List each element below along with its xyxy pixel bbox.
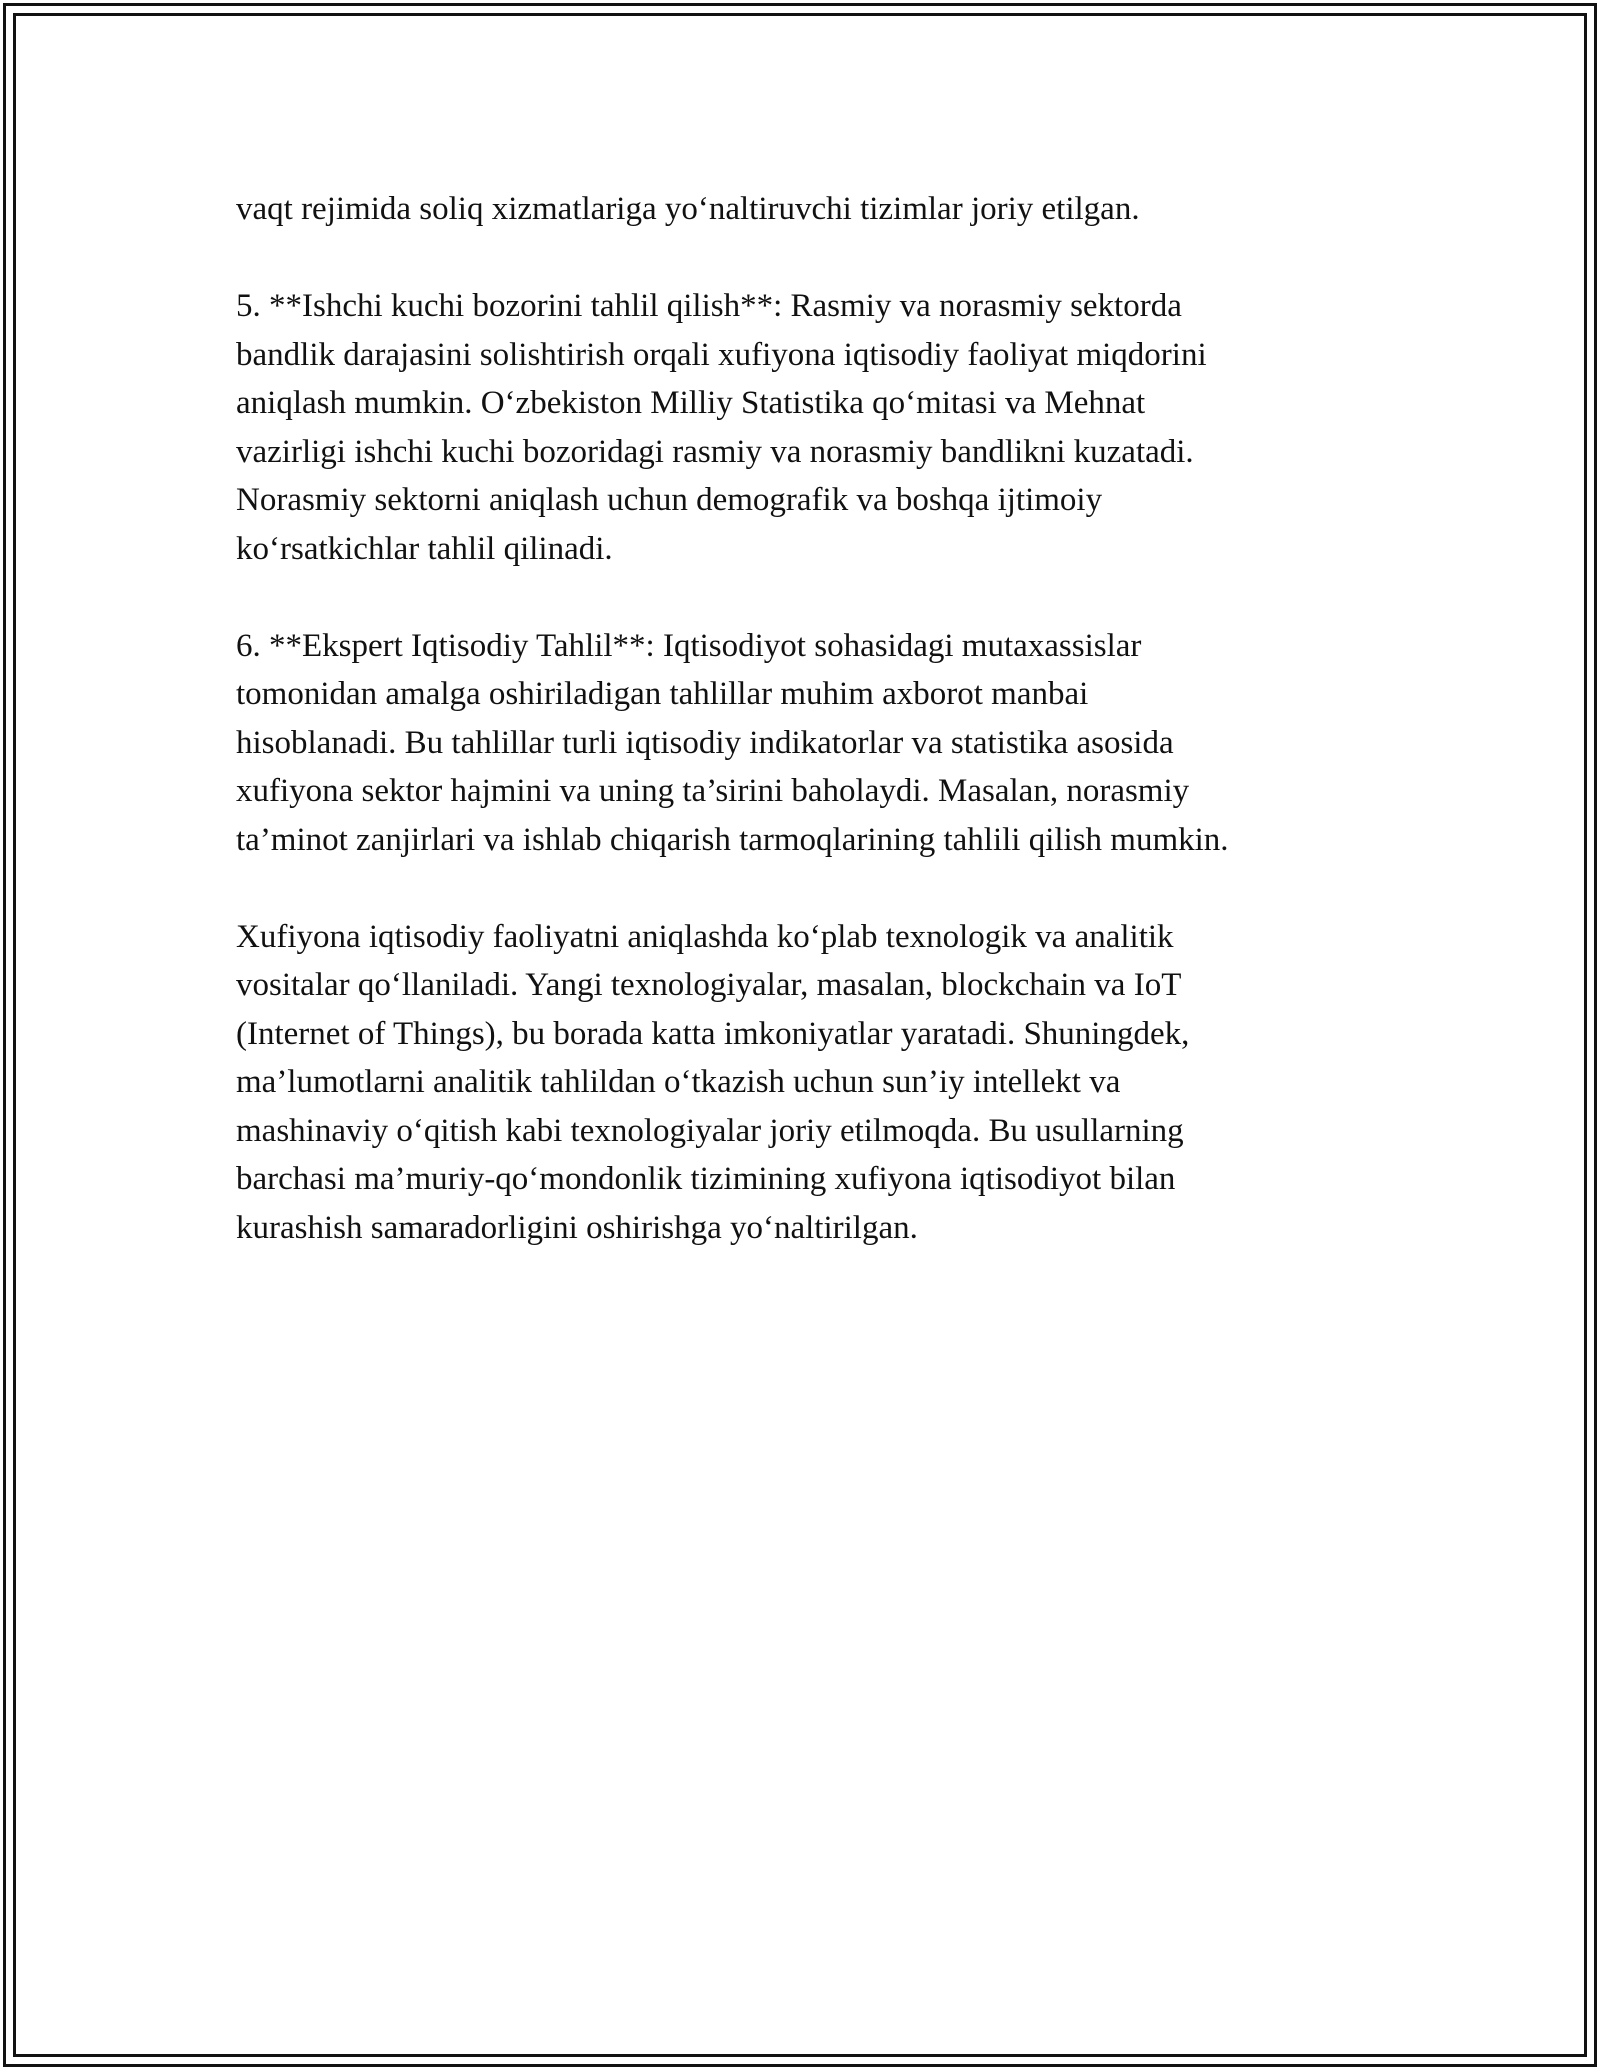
paragraph-labor-market bbox=[236, 282, 1416, 573]
text-line: barchasi ma’muriy-qo‘mondonlik tizimining xufiyona iqtisodiyot bilan bbox=[236, 1161, 1176, 1197]
text-line: ko‘rsatkichlar tahlil qilinadi. bbox=[236, 530, 613, 567]
text-line: kurashish samaradorligini oshirishga yo‘naltirilgan. bbox=[236, 1209, 918, 1246]
text-line: vaqt rejimida soliq xizmatlariga yo‘naltiruvchi tizimlar joriy etilgan. bbox=[236, 191, 1140, 227]
text-line: (Internet of Things), bu borada katta imkoniyatlar yaratadi. Shuningdek, bbox=[236, 1015, 1190, 1052]
document-body bbox=[236, 185, 1416, 1252]
text-line: aniqlash mumkin. O‘zbekiston Milliy Statistika qo‘mitasi va Mehnat bbox=[236, 385, 1146, 421]
text-line: ma’lumotlarni analitik tahlildan o‘tkazish uchun sun’iy intellekt va bbox=[236, 1064, 1121, 1100]
text-line: mashinaviy o‘qitish kabi texnologiyalar joriy etilmoqda. Bu usullarning bbox=[236, 1112, 1184, 1149]
text-line: 5. **Ishchi kuchi bozorini tahlil qilish**: Rasmiy va norasmiy sektorda bbox=[236, 288, 1182, 324]
text-line: 6. **Ekspert Iqtisodiy Tahlil**: Iqtisodiyot sohasidagi mutaxassislar bbox=[236, 627, 1142, 664]
text-line: Norasmiy sektorni aniqlash uchun demografik va boshqa ijtimoiy bbox=[236, 482, 1103, 518]
paragraph-gap bbox=[236, 234, 1416, 283]
text-line: tomonidan amalga oshiriladigan tahlillar muhim axborot manbai bbox=[236, 676, 1089, 712]
paragraph-expert-analysis bbox=[236, 622, 1416, 865]
text-line: vositalar qo‘llaniladi. Yangi texnologiyalar, masalan, blockchain va IoT bbox=[236, 967, 1182, 1003]
text-line: vazirligi ishchi kuchi bozoridagi rasmiy va norasmiy bandlikni kuzatadi. bbox=[236, 433, 1194, 470]
text-line: bandlik darajasini solishtirish orqali xufiyona iqtisodiy faoliyat miqdorini bbox=[236, 336, 1207, 373]
text-line: Xufiyona iqtisodiy faoliyatni aniqlashda ko‘plab texnologik va analitik bbox=[236, 918, 1174, 955]
paragraph-gap bbox=[236, 573, 1416, 622]
text-line: xufiyona sektor hajmini va uning ta’sirini baholaydi. Masalan, norasmiy bbox=[236, 773, 1190, 809]
paragraph-conclusion bbox=[236, 913, 1416, 1253]
text-line: ta’minot zanjirlari va ishlab chiqarish tarmoqlarining tahlili qilish mumkin. bbox=[236, 821, 1229, 858]
paragraph-continuation bbox=[236, 185, 1416, 234]
paragraph-gap bbox=[236, 864, 1416, 913]
text-line: hisoblanadi. Bu tahlillar turli iqtisodiy indikatorlar va statistika asosida bbox=[236, 724, 1174, 761]
